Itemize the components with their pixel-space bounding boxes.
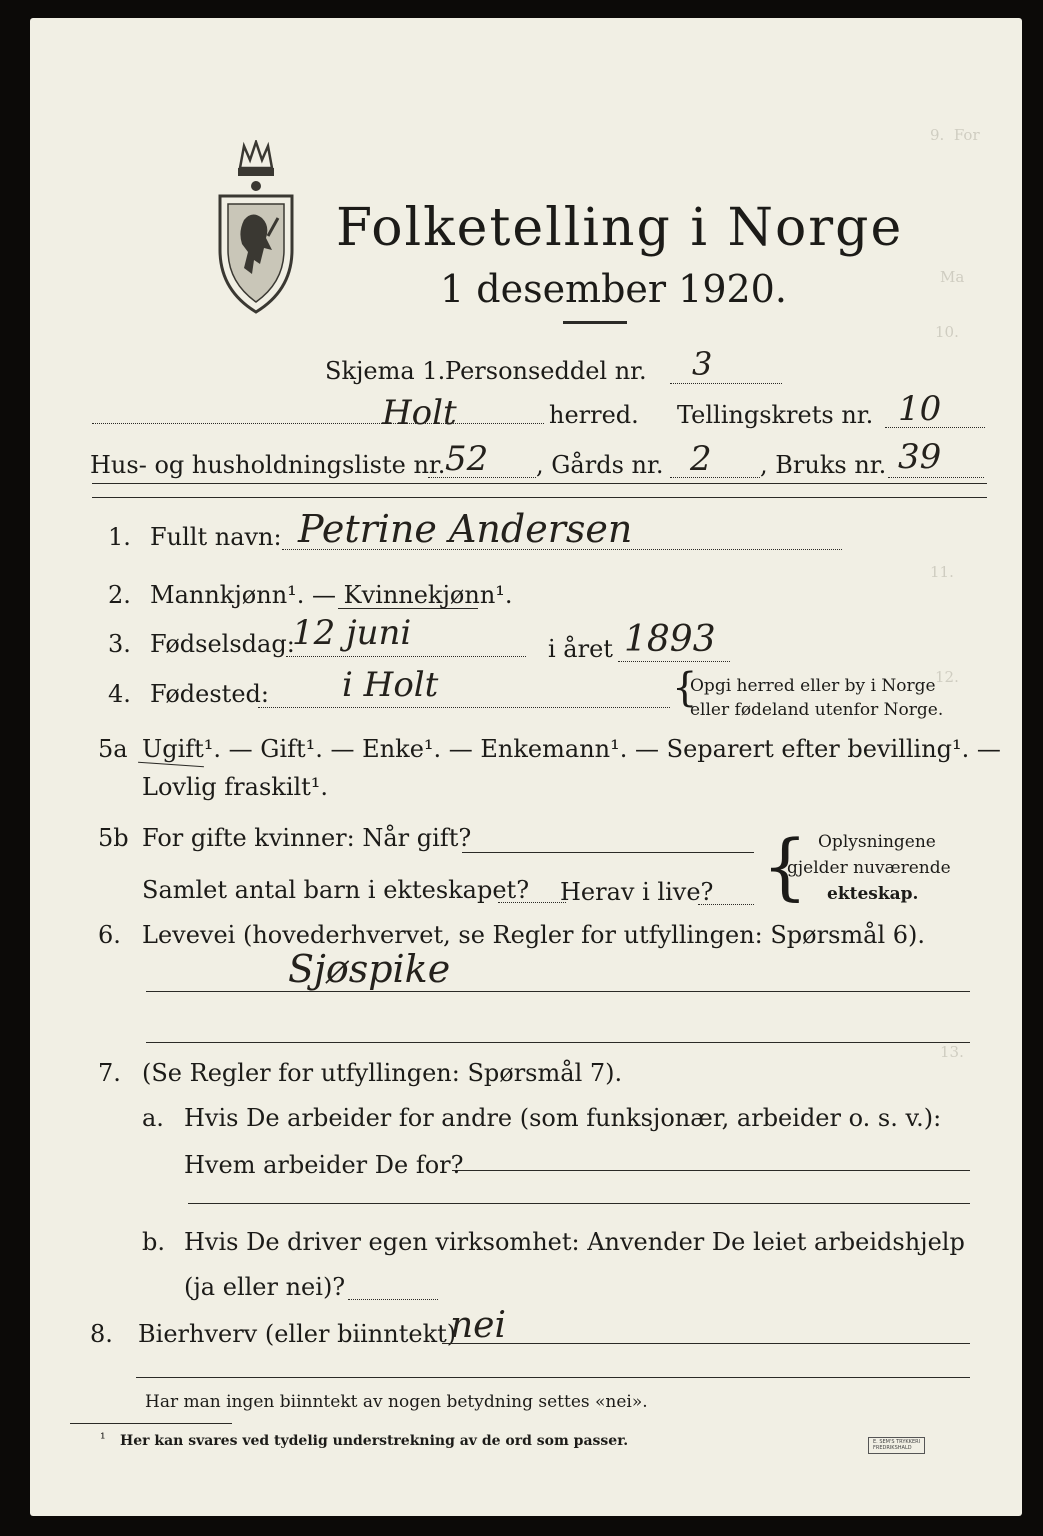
q7a-number: a.: [142, 1104, 164, 1132]
q3-number: 3.: [108, 630, 131, 658]
q2-number: 2.: [108, 581, 131, 609]
gards-label: , Gårds nr.: [536, 451, 664, 479]
q3-year-label: i året: [548, 635, 613, 663]
q6-label: Levevei (hovederhvervet, se Regler for utfyllingen: Spørsmål 6).: [142, 921, 926, 949]
q4-label: Fødested:: [150, 680, 269, 708]
q7a-line2: Hvem arbeider De for?: [184, 1151, 464, 1179]
q5b-line2b: Herav i live?: [560, 878, 714, 906]
q8-number: 8.: [90, 1320, 113, 1348]
gards-value: 2: [690, 439, 712, 479]
q5b-note-line2: gjelder nuværende: [787, 858, 951, 878]
q2-kvinnekjonn-underline: [338, 608, 478, 609]
personseddel-label: Personseddel nr.: [445, 357, 647, 385]
husliste-label: Hus- og husholdningsliste nr.: [90, 451, 446, 479]
q6-answer-occupation: Sjøspike: [288, 947, 451, 991]
q7b-line2: (ja eller nei)?: [184, 1273, 346, 1301]
q4-line: [258, 707, 670, 708]
q7b-answer-line: [348, 1299, 438, 1300]
q7a-answer-line-2: [188, 1203, 970, 1204]
footnote-divider: [70, 1423, 232, 1424]
tellingskrets-label: Tellingskrets nr.: [677, 401, 874, 429]
q8-answer-side-income: nei: [450, 1305, 507, 1346]
q7-number: 7.: [98, 1059, 121, 1087]
q7a-answer-line: [452, 1170, 970, 1171]
q5b-line2a: Samlet antal barn i ekteskapet?: [142, 876, 530, 904]
q6-line-2: [146, 1042, 970, 1043]
q5b-note-line3: ekteskap.: [827, 884, 919, 904]
q1-number: 1.: [108, 523, 131, 551]
tellingskrets-value: 10: [898, 389, 942, 429]
gards-line: [670, 477, 760, 478]
q5a-line2: Lovlig fraskilt¹.: [142, 773, 329, 801]
q5b-alive-line: [698, 904, 754, 905]
q3-label: Fødselsdag:: [150, 630, 295, 658]
q5b-married-line: [462, 852, 754, 853]
bleed-through-text: 10.: [935, 323, 959, 341]
q8-line-2: [136, 1377, 970, 1378]
bleed-through-text: Ma: [940, 268, 965, 286]
printer-stamp-line2: FREDRIKSHALD: [873, 1444, 912, 1451]
q3-birthday-line: [286, 656, 526, 657]
q3-answer-year: 1893: [624, 619, 716, 660]
q4-answer-birthplace: i Holt: [342, 665, 439, 705]
q7-label: (Se Regler for utfyllingen: Spørsmål 7).: [142, 1059, 623, 1087]
bruks-line: [888, 477, 984, 478]
q3-answer-birthday: 12 juni: [292, 613, 412, 653]
q4-brace: {: [672, 665, 698, 711]
q5b-children-line: [498, 902, 566, 903]
personseddel-value: 3: [692, 345, 713, 383]
q7b-line1: Hvis De driver egen virksomhet: Anvender De leiet arbeidshjelp: [184, 1228, 965, 1256]
bleed-through-text: 12.: [935, 668, 959, 686]
q4-note-line2: eller fødeland utenfor Norge.: [690, 700, 944, 720]
footnote-mark: ¹: [100, 1431, 106, 1447]
q7a-line1: Hvis De arbeider for andre (som funksjonær, arbeider o. s. v.):: [184, 1104, 942, 1132]
bleed-through-text: 9. For: [930, 126, 980, 144]
herred-label: herred.: [549, 401, 639, 429]
q4-note-line1: Opgi herred eller by i Norge: [690, 676, 936, 696]
q2-label: Mannkjønn¹. — Kvinnekjønn¹.: [150, 581, 513, 609]
q5b-number: 5b: [98, 824, 129, 852]
q8-label: Bierhverv (eller biinntekt): [138, 1320, 457, 1348]
bruks-value: 39: [898, 437, 942, 477]
q3-year-line: [618, 661, 730, 662]
schema-label: Skjema 1.: [325, 357, 446, 385]
q1-answer-fullname: Petrine Andersen: [298, 507, 633, 551]
q1-label: Fullt navn:: [150, 523, 282, 551]
q5b-line1: For gifte kvinner: Når gift?: [142, 824, 472, 852]
printer-stamp-line1: E. SEM'S TRYKKERI: [873, 1439, 921, 1445]
section-divider-1: [92, 483, 987, 484]
footnote-text: Her kan svares ved tydelig understrekning av de ord som passer.: [120, 1433, 629, 1449]
q4-number: 4.: [108, 680, 131, 708]
q5a-line1: Ugift¹. — Gift¹. — Enke¹. — Enkemann¹. — Separert efter bevilling¹. —: [142, 735, 1001, 763]
section-divider-2: [92, 497, 987, 498]
herred-value: Holt: [382, 393, 457, 433]
personseddel-line: [670, 383, 782, 384]
q5b-brace: {: [762, 824, 808, 908]
husliste-value: 52: [445, 439, 489, 479]
q8-line: [442, 1343, 970, 1344]
q6-line-1: [146, 991, 970, 992]
herred-line: [92, 423, 544, 424]
header-divider: [563, 321, 627, 324]
bleed-through-text: 11.: [930, 563, 954, 581]
bruks-label: , Bruks nr.: [760, 451, 887, 479]
q5b-note-line1: Oplysningene: [818, 832, 936, 852]
printer-stamp: [868, 1437, 925, 1454]
q7b-number: b.: [142, 1228, 165, 1256]
census-date: 1 desember 1920.: [440, 267, 787, 311]
census-form-page: [30, 18, 1022, 1516]
footer-note: Har man ingen biinntekt av nogen betydning settes «nei».: [145, 1392, 648, 1412]
bleed-through-text: 13.: [940, 1043, 964, 1061]
norwegian-coat-of-arms-icon: [214, 140, 298, 316]
q6-number: 6.: [98, 921, 121, 949]
q5a-number: 5a: [98, 735, 128, 763]
form-title: Folketelling i Norge: [336, 198, 904, 258]
